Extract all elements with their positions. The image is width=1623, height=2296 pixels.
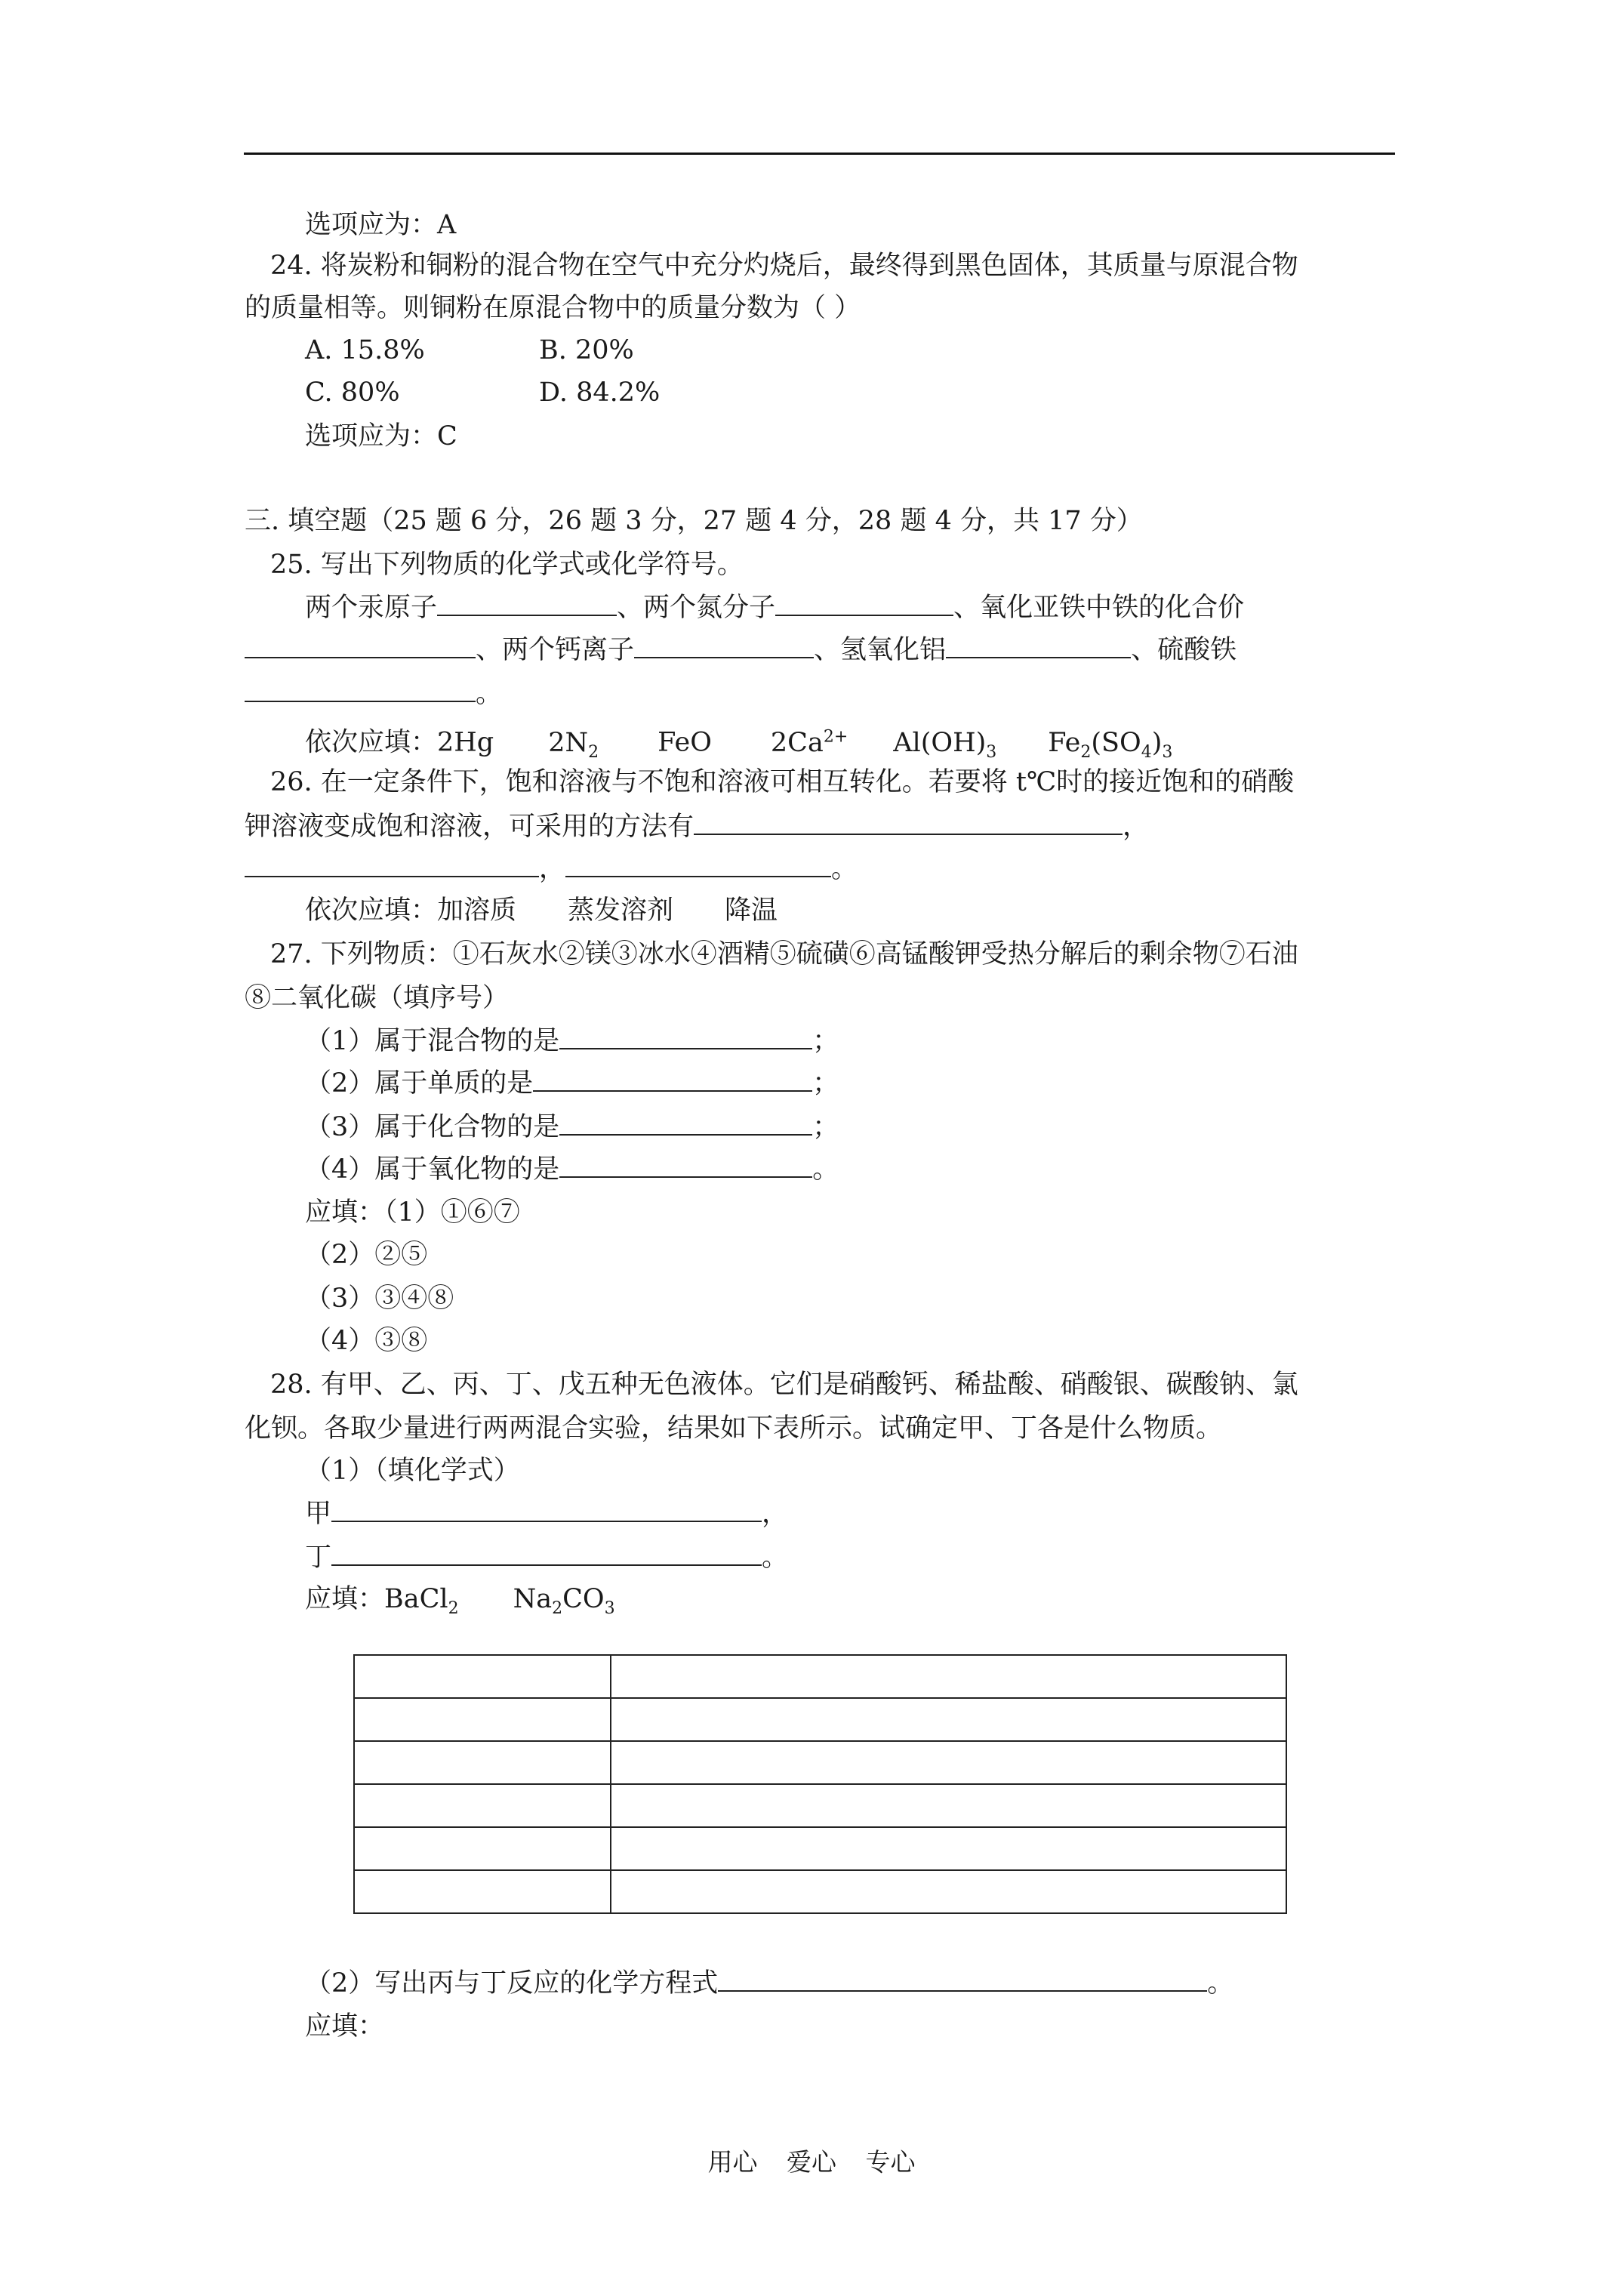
table-cell	[611, 1698, 1286, 1741]
q25-line1	[305, 590, 1244, 624]
q26-blank-3[interactable]	[565, 852, 831, 877]
q28-stem-line1: 28. 有甲、乙、丙、丁、戊五种无色液体。它们是硝酸钙、稀盐酸、硝酸银、碳酸钠、氯	[270, 1370, 1298, 1400]
answer-label: 应填：	[305, 1584, 385, 1614]
separator: 、	[814, 635, 841, 665]
table-row	[354, 1741, 1286, 1784]
period: 。	[1207, 1968, 1234, 1999]
table-row	[354, 1870, 1286, 1913]
jia-label: 甲	[305, 1499, 332, 1529]
period: 。	[812, 1154, 839, 1185]
q27-answer-2: （2）②⑤	[305, 1240, 428, 1270]
table-cell	[611, 1655, 1286, 1698]
table-cell	[354, 1784, 611, 1827]
answer-2: $2N_2$	[548, 727, 599, 762]
q26-blank-2[interactable]	[245, 852, 539, 877]
semicolon: ；	[812, 1112, 839, 1142]
answer-4: $2Ca^{2+}$	[770, 727, 848, 758]
q25-stem: 25. 写出下列物质的化学式或化学符号。	[270, 550, 744, 580]
table-cell	[354, 1741, 611, 1784]
q24-option-a: A. 15.8%	[305, 335, 425, 365]
q26-line3	[245, 852, 858, 886]
answer-2: $Na_2CO_3$	[513, 1584, 615, 1618]
comma: ，	[1123, 812, 1150, 842]
table-cell	[611, 1870, 1286, 1913]
q25-blank-2[interactable]	[775, 590, 953, 616]
experiment-table	[353, 1654, 1287, 1914]
period: 。	[476, 679, 503, 709]
answer-1: （1）①⑥⑦	[384, 1197, 520, 1228]
q25-blank-1[interactable]	[437, 590, 617, 616]
table-cell	[611, 1784, 1286, 1827]
ding-label: 丁	[305, 1542, 332, 1573]
separator: 、	[617, 593, 644, 623]
answer-1: 2Hg	[437, 727, 494, 758]
q27-answer-4: （4）③⑧	[305, 1326, 428, 1356]
header-rule	[244, 153, 1395, 155]
q26-answer	[305, 894, 778, 927]
q25-item-nitrogen: 两个氮分子	[643, 593, 776, 623]
q24-stem-line2: 的质量相等。则铜粉在原混合物中的质量分数为（ ）	[245, 293, 861, 323]
table-cell	[354, 1655, 611, 1698]
table-cell	[611, 1741, 1286, 1784]
q26-stem-line2	[245, 809, 1149, 843]
comma: ，	[762, 1499, 789, 1529]
q27-blank-3[interactable]	[559, 1110, 812, 1136]
table-cell	[354, 1827, 611, 1870]
section-heading: 三. 填空题（25 题 6 分，26 题 3 分，27 题 4 分，28 题 4 分，共 17 分）	[245, 506, 1143, 536]
table-row	[354, 1698, 1286, 1741]
answer-6: $Fe_2(SO_4)_3$	[1048, 727, 1173, 762]
q25-line2	[245, 633, 1236, 667]
q27-blank-2[interactable]	[533, 1066, 812, 1092]
q28-jia-line	[305, 1496, 788, 1530]
q25-item-iron-valence: 氧化亚铁中铁的化合价	[980, 593, 1245, 623]
q28-part2-label: （2）写出丙与丁反应的化学方程式	[305, 1968, 719, 1999]
q26-stem-line1: 26. 在一定条件下，饱和溶液与不饱和溶液可相互转化。若要将 t℃时的接近饱和的硝酸	[270, 767, 1295, 797]
answer-3: 降温	[725, 895, 778, 926]
q25-item-aluminum-hydroxide: 氢氧化铝	[840, 635, 947, 665]
period: 。	[831, 854, 858, 884]
q27-part1-label: （1）属于混合物的是	[305, 1026, 560, 1056]
answer-2: 蒸发溶剂	[568, 895, 674, 926]
q28-ding-line	[305, 1540, 788, 1574]
q24-option-b: B. 20%	[539, 335, 634, 365]
answer-3: FeO	[658, 727, 712, 758]
q27-part3	[305, 1110, 839, 1144]
q25-item-mercury: 两个汞原子	[305, 593, 438, 623]
q24-option-d: D. 84.2%	[539, 378, 661, 408]
comma: ，	[539, 854, 566, 884]
q25-blank-5[interactable]	[946, 633, 1131, 658]
q25-answer	[305, 720, 1172, 769]
q27-part2-label: （2）属于单质的是	[305, 1068, 534, 1099]
q25-item-iron-sulfate: 硫酸铁	[1157, 635, 1237, 665]
q28-stem-line2: 化钡。各取少量进行两两混合实验，结果如下表所示。试确定甲、丁各是什么物质。	[245, 1413, 1223, 1444]
q28-answer-2: 应填：	[305, 2011, 385, 2042]
answer-1: 加溶质	[437, 895, 517, 926]
table-row	[354, 1827, 1286, 1870]
q27-blank-1[interactable]	[559, 1024, 812, 1049]
answer-label: 依次应填：	[305, 895, 438, 926]
q27-stem-line2: ⑧二氧化碳（填序号）	[245, 983, 510, 1013]
q23-answer: 选项应为：A	[305, 210, 457, 240]
q28-part1-label: （1）（填化学式）	[305, 1456, 520, 1486]
q27-part3-label: （3）属于化合物的是	[305, 1112, 560, 1142]
q27-blank-4[interactable]	[559, 1152, 812, 1178]
q24-stem-line1: 24. 将炭粉和铜粉的混合物在空气中充分灼烧后，最终得到黑色固体，其质量与原混合物	[270, 251, 1298, 281]
q26-stem-text: 钾溶液变成饱和溶液，可采用的方法有	[245, 812, 694, 842]
answer-label: 应填：	[305, 1197, 385, 1228]
q28-blank-jia[interactable]	[331, 1496, 762, 1522]
table-row	[354, 1655, 1286, 1698]
period: 。	[762, 1542, 789, 1573]
q27-answer-1	[305, 1196, 520, 1229]
separator: 、	[1131, 635, 1158, 665]
semicolon: ；	[812, 1068, 839, 1099]
q28-answer	[305, 1583, 615, 1626]
separator: 、	[476, 635, 503, 665]
q27-part2	[305, 1066, 839, 1100]
q28-blank-equation[interactable]	[718, 1966, 1207, 1992]
answer-1: BaCl$_2$	[384, 1584, 459, 1618]
q28-part2	[305, 1966, 1233, 2000]
separator: 、	[953, 593, 981, 623]
q24-option-c: C. 80%	[305, 378, 400, 408]
q25-item-calcium-ion: 两个钙离子	[502, 635, 635, 665]
answer-label: 依次应填：	[305, 727, 438, 758]
q27-answer-3: （3）③④⑧	[305, 1284, 454, 1314]
q25-blank-6[interactable]	[245, 676, 476, 702]
q26-blank-1[interactable]	[694, 809, 1123, 835]
q27-stem-line1: 27. 下列物质：①石灰水②镁③冰水④酒精⑤硫磺⑥高锰酸钾受热分解后的剩余物⑦石油	[270, 939, 1298, 969]
q25-line3	[245, 676, 502, 710]
q27-part1	[305, 1024, 839, 1058]
q27-part4	[305, 1152, 839, 1186]
q25-blank-3[interactable]	[245, 633, 476, 658]
table-row	[354, 1784, 1286, 1827]
q28-blank-ding[interactable]	[331, 1540, 762, 1566]
table-cell	[354, 1698, 611, 1741]
q24-answer: 选项应为：C	[305, 421, 457, 451]
q27-part4-label: （4）属于氧化物的是	[305, 1154, 560, 1185]
table-cell	[354, 1870, 611, 1913]
semicolon: ；	[812, 1026, 839, 1056]
answer-5: $Al(OH)_3$	[893, 727, 997, 762]
q25-blank-4[interactable]	[634, 633, 814, 658]
page-footer: 用心 爱心 专心	[707, 2147, 916, 2177]
table-cell	[611, 1827, 1286, 1870]
